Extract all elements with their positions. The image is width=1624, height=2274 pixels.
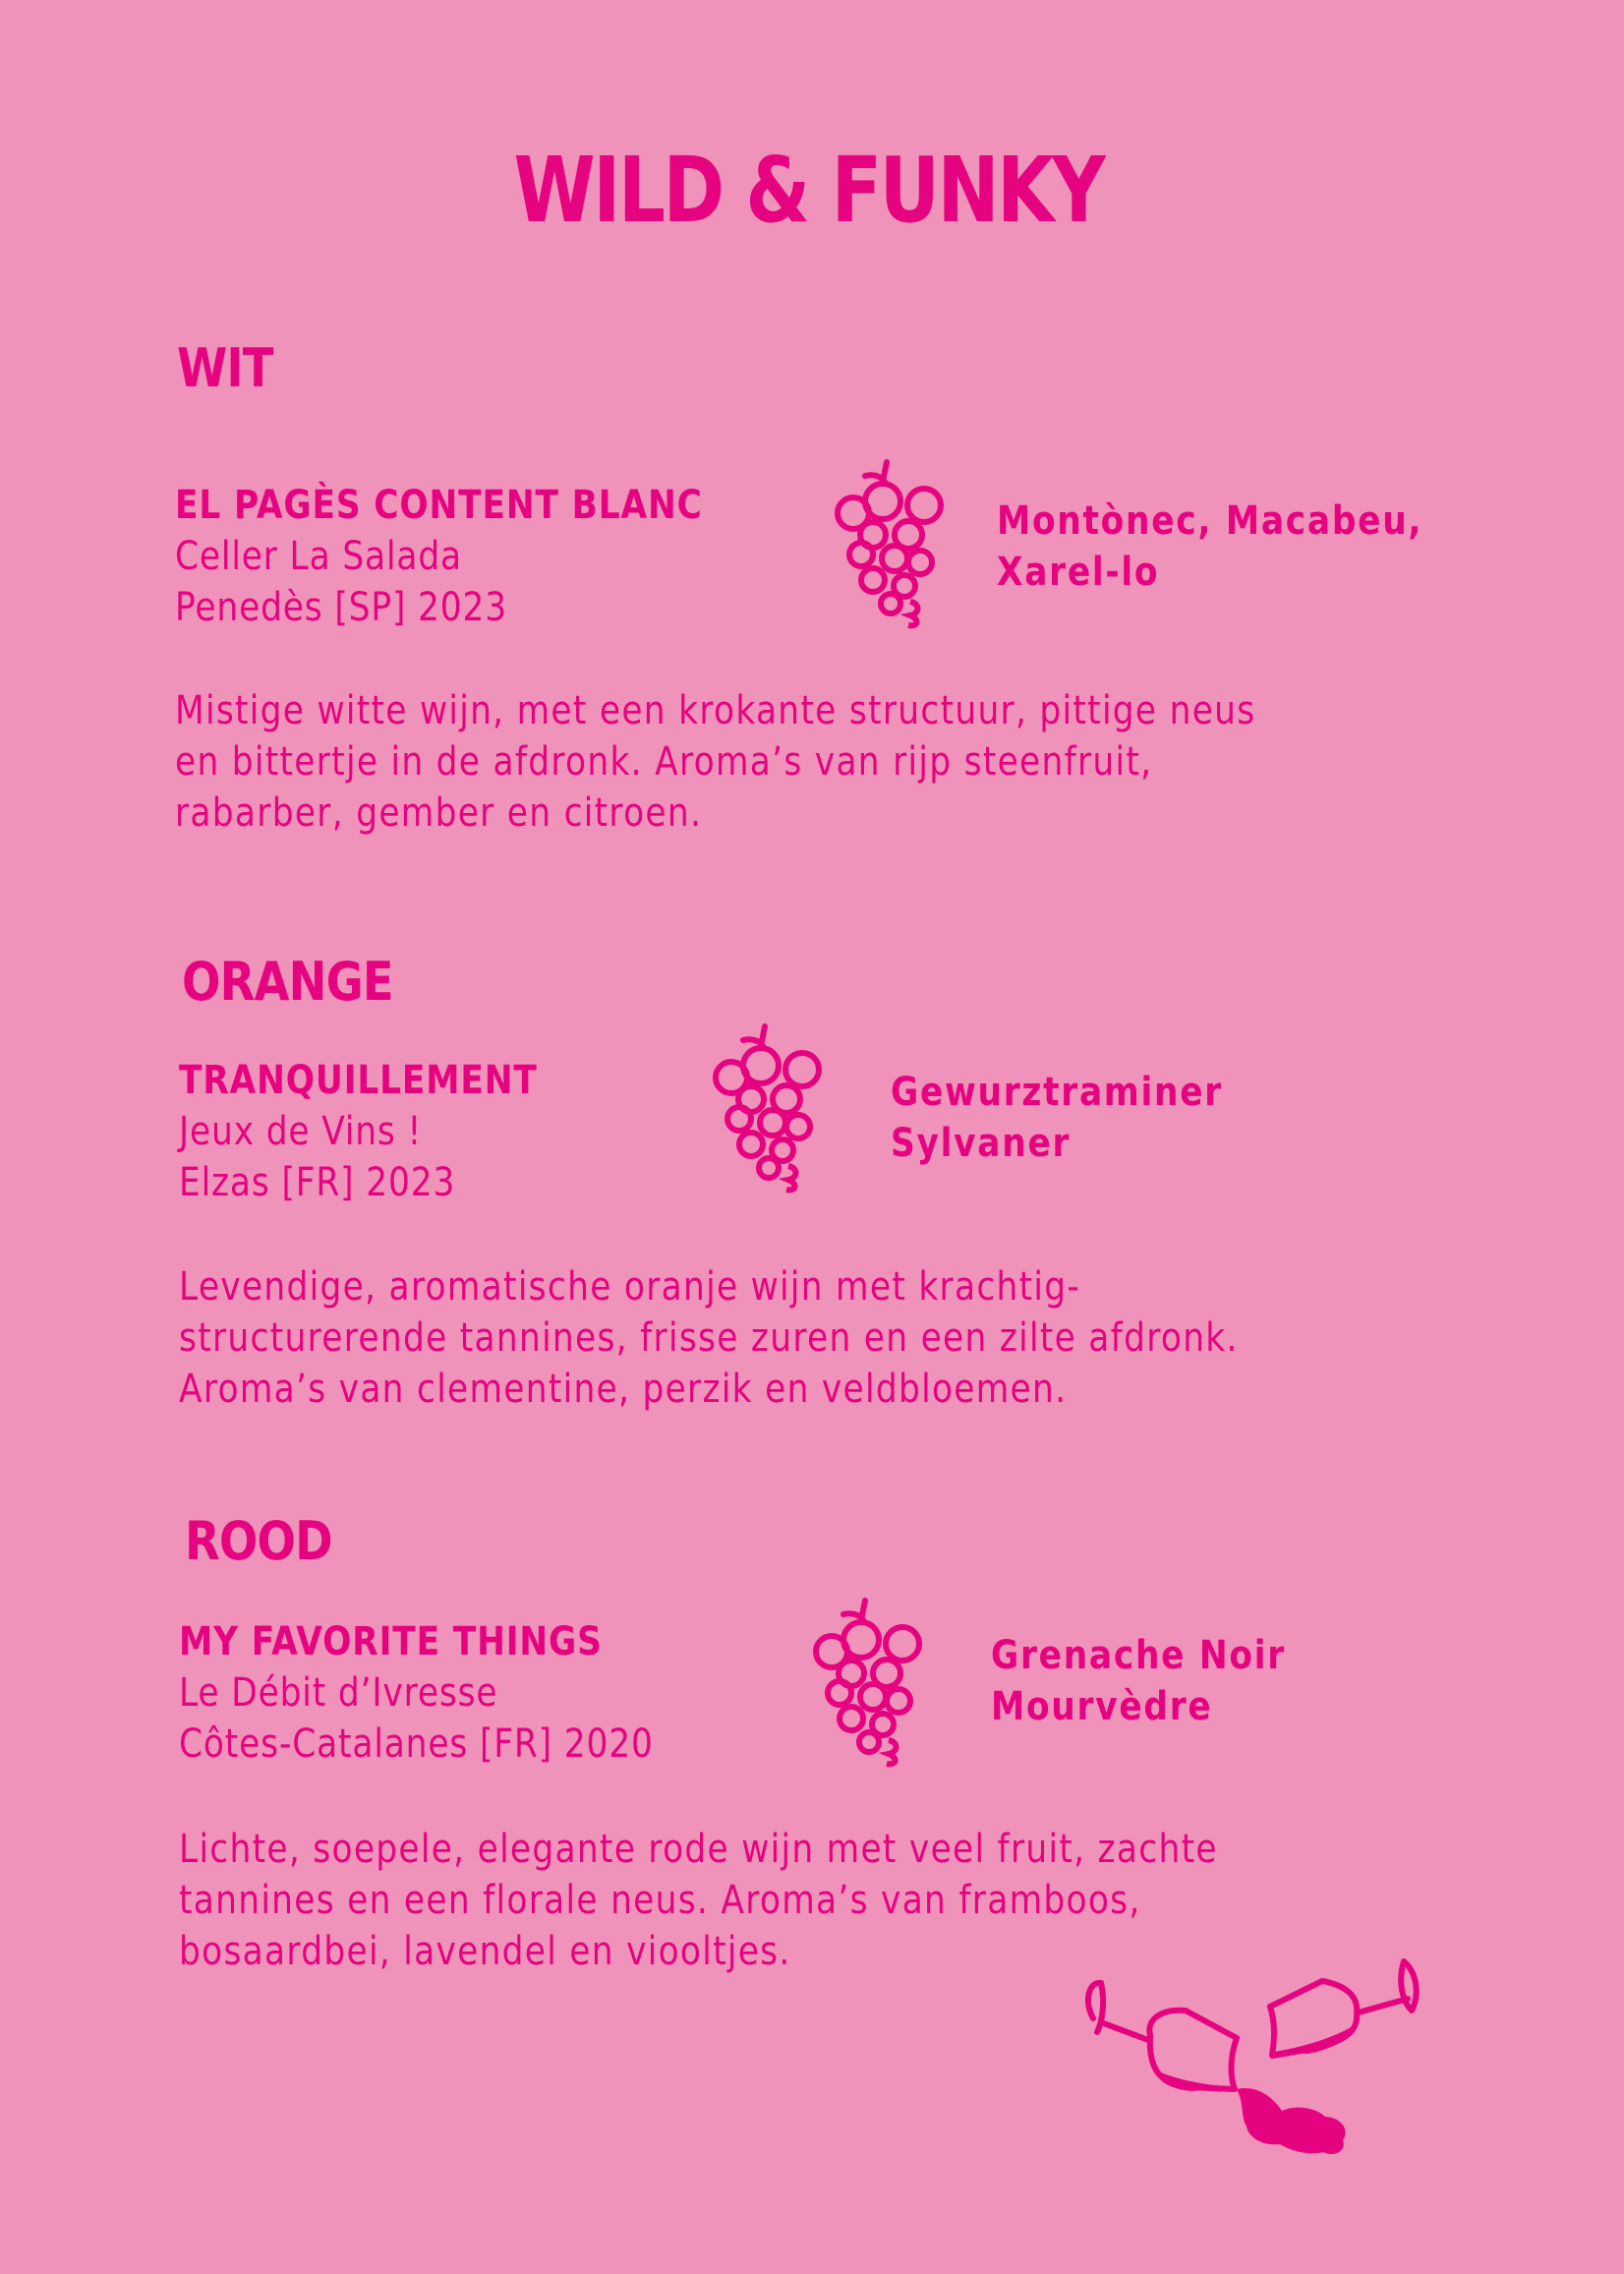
wine-info: [179, 1616, 730, 1770]
description-line: structurerende tannines, frisse zuren en een zilte afdronk.: [179, 1315, 1239, 1361]
grape-varieties: [997, 496, 1422, 598]
grape-variety: Montònec, Macabeu,: [997, 498, 1423, 544]
description-line: Lichte, soepele, elegante rode wijn met veel fruit, zachte: [179, 1827, 1218, 1872]
grape-variety: Gewurztraminer: [891, 1070, 1223, 1115]
grape-variety: Xarel-lo: [997, 550, 1160, 595]
category-heading: ORANGE: [182, 951, 393, 1013]
wine-info: [179, 1055, 596, 1208]
wine-origin: Elzas [FR] 2023: [179, 1160, 456, 1205]
wine-producer: Jeux de Vins !: [179, 1109, 423, 1154]
page-title: WILD & FUNKY: [513, 138, 1104, 243]
category-heading: ROOD: [185, 1510, 332, 1572]
grape-icon: [704, 1019, 832, 1195]
wine-info: [175, 480, 788, 633]
wine-description: [175, 685, 1443, 839]
wine-description: [179, 1261, 1447, 1415]
grape-varieties: [991, 1630, 1286, 1732]
grape-variety: Mourvèdre: [991, 1684, 1213, 1729]
grape-varieties: [891, 1067, 1223, 1169]
description-line: Levendige, aromatische oranje wijn met krachtig-: [179, 1264, 1081, 1310]
grape-variety: Grenache Noir: [991, 1633, 1286, 1678]
grape-variety: Sylvaner: [891, 1121, 1072, 1166]
category-heading: WIT: [177, 337, 273, 399]
description-line: rabarber, gember en citroen.: [175, 790, 703, 836]
description-line: tannines en een florale neus. Aroma’s van framboos,: [179, 1878, 1141, 1923]
wine-producer: Celler La Salada: [175, 534, 462, 579]
grape-icon: [826, 454, 954, 631]
description-line: bosaardbei, lavendel en viooltjes.: [179, 1929, 791, 1974]
description-line: Mistige witte wijn, met een krokante structuur, pittige neus: [175, 688, 1256, 733]
wine-origin: Penedès [SP] 2023: [175, 585, 508, 630]
description-line: Aroma’s van clementine, perzik en veldbloemen.: [179, 1367, 1068, 1412]
wine-producer: Le Débit d’Ivresse: [179, 1670, 498, 1716]
grape-icon: [804, 1593, 932, 1770]
wine-name: MY FAVORITE THINGS: [179, 1619, 603, 1664]
wine-origin: Côtes-Catalanes [FR] 2020: [179, 1721, 654, 1767]
wine-name: TRANQUILLEMENT: [179, 1058, 538, 1103]
description-line: en bittertje in de afdronk. Aroma’s van rijp steenfruit,: [175, 739, 1153, 785]
wine-name: EL PAGÈS CONTENT BLANC: [175, 483, 703, 528]
spilled-wine-glasses-icon: [1072, 1942, 1425, 2158]
